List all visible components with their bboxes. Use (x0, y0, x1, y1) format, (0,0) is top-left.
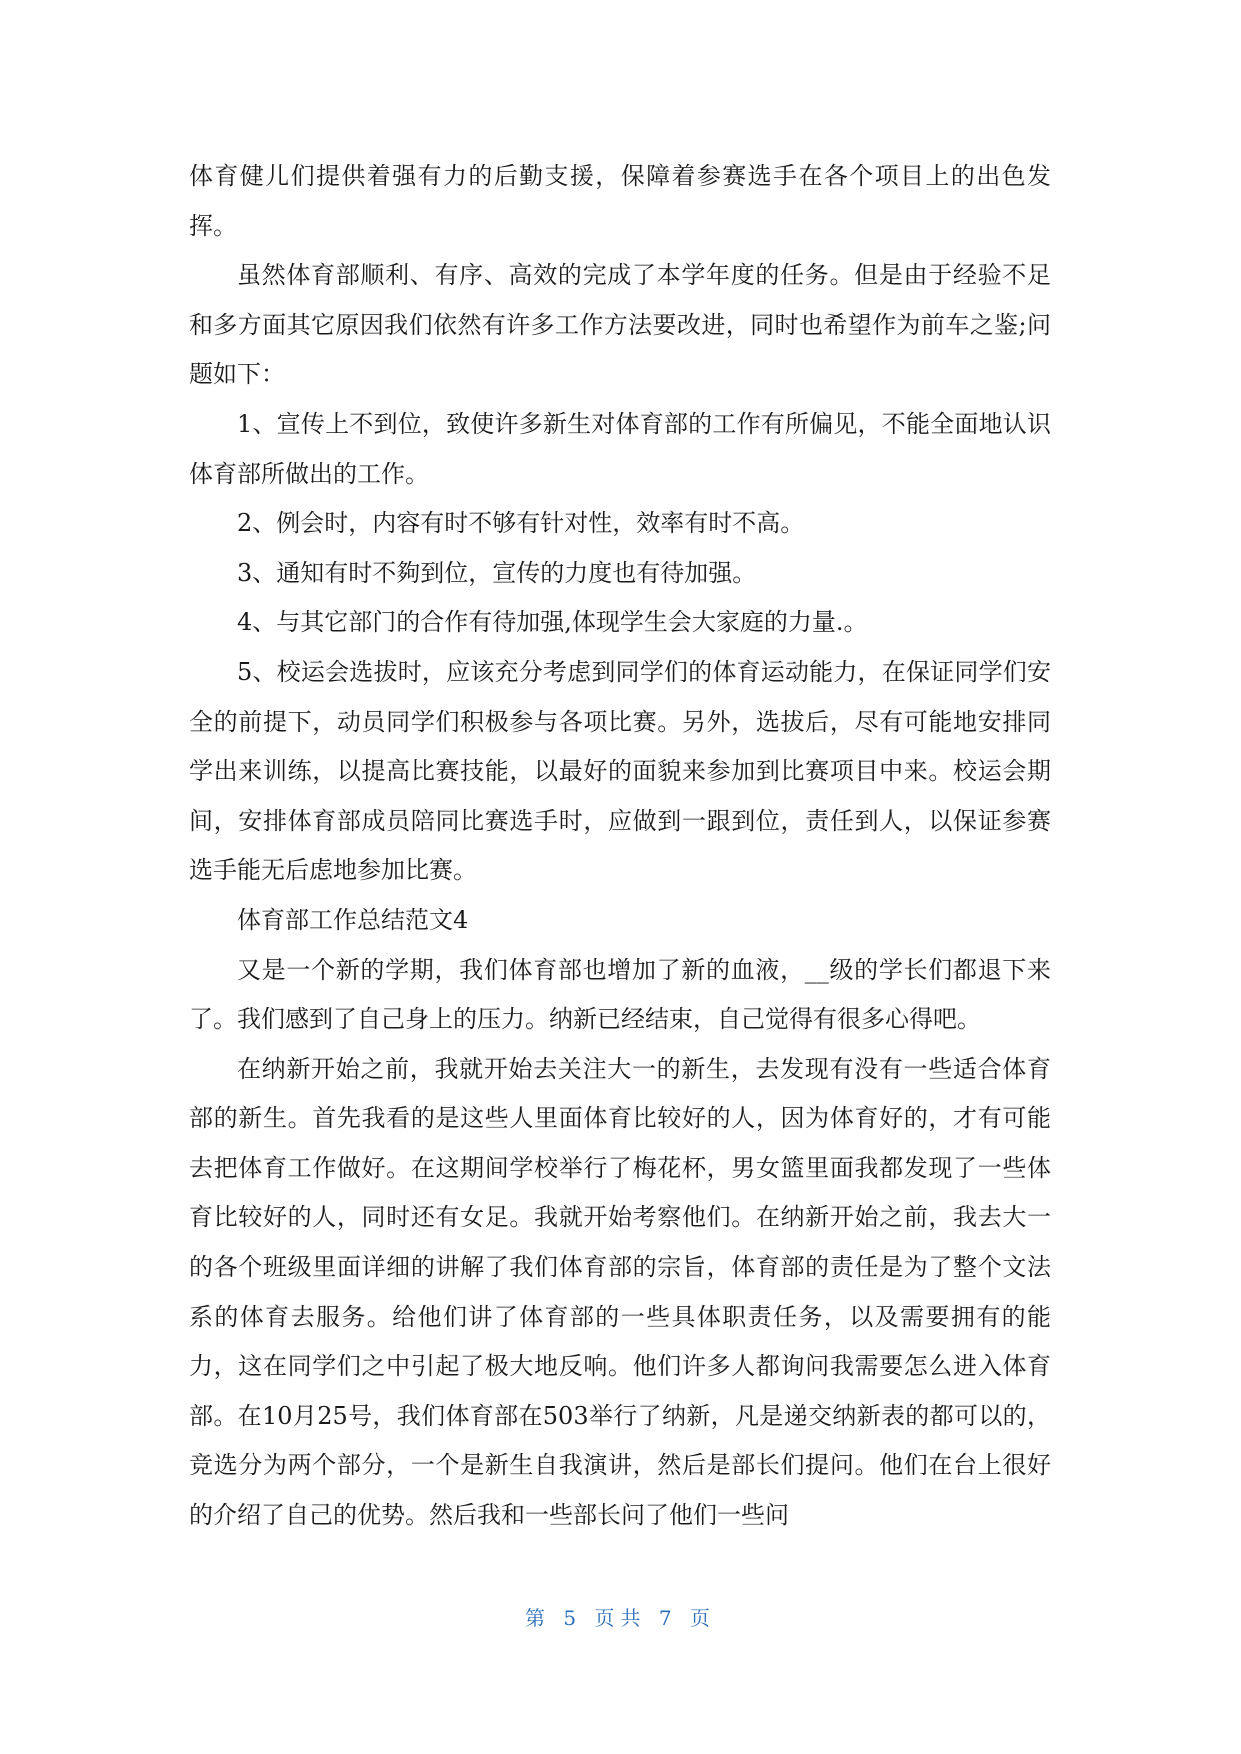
list-item: 5、校运会选拔时，应该充分考虑到同学们的体育运动能力，在保证同学们安全的前提下，动员同学们积极参与各项比赛。另外，选拔后，尽有可能地安排同学出来训练，以提高比赛技能，以最好的面貌来参加到比赛项目中来。校运会期间，安排体育部成员陪同比赛选手时，应做到一跟到位，责任到人，以保证参赛选手能无后虑地参加比赛。 (189, 657, 1051, 885)
list-item: 1、宣传上不到位，致使许多新生对体育部的工作有所偏见，不能全面地认识体育部所做出的工作。 (189, 409, 1051, 488)
section-heading: 体育部工作总结范文4 (237, 905, 469, 934)
page-footer (0, 1602, 1241, 1631)
list-item: 4、与其它部门的合作有待加强,体现学生会大家庭的力量.。 (237, 608, 868, 637)
page-label-middle: 页共 (594, 1606, 647, 1630)
paragraph: 虽然体育部顺利、有序、高效的完成了本学年度的任务。但是由于经验不足和多方面其它原因我们依然有许多工作方法要改进，同时也希望作为前车之鉴;问题如下： (189, 261, 1051, 389)
page-label-suffix: 页 (689, 1606, 716, 1630)
total-pages-number: 7 (658, 1606, 678, 1630)
paragraph: 在纳新开始之前，我就开始去关注大一的新生，去发现有没有一些适合体育部的新生。首先我看的是这些人里面体育比较好的人，因为体育好的，才有可能去把体育工作做好。在这期间学校举行了梅花杯，男女篮里面我都发现了一些体育比较好的人，同时还有女足。我就开始考察他们。在纳新开始之前，我去大一的各个班级里面详细的讲解了我们体育部的宗旨，体育部的责任是为了整个文法系的体育去服务。给他们讲了体育部的一些具体职责任务，以及需要拥有的能力，这在同学们之中引起了极大地反响。他们许多人都询问我需要怎么进入体育部。在10月25号，我们体育部在503举行了纳新，凡是递交纳新表的都可以的，竞选分为两个部分，一个是新生自我演讲，然后是部长们提问。他们在台上很好的介绍了自己的优势。然后我和一些部长问了他们一些问 (189, 1054, 1051, 1530)
page-label-prefix: 第 (525, 1606, 552, 1630)
paragraph: 体育健儿们提供着强有力的后勤支援，保障着参赛选手在各个项目上的出色发挥。 (189, 162, 1051, 240)
list-item: 3、通知有时不夠到位，宣传的力度也有待加强。 (237, 558, 757, 587)
current-page-number: 5 (563, 1606, 583, 1630)
paragraph: 又是一个新的学期，我们体育部也增加了新的血液，__级的学长们都退下来了。我们感到了自己身上的压力。纳新已经结束，自己觉得有很多心得吧。 (189, 955, 1051, 1034)
document-body (189, 152, 1051, 1541)
list-item: 2、例会时，内容有时不够有针对性，效率有时不高。 (237, 509, 805, 538)
